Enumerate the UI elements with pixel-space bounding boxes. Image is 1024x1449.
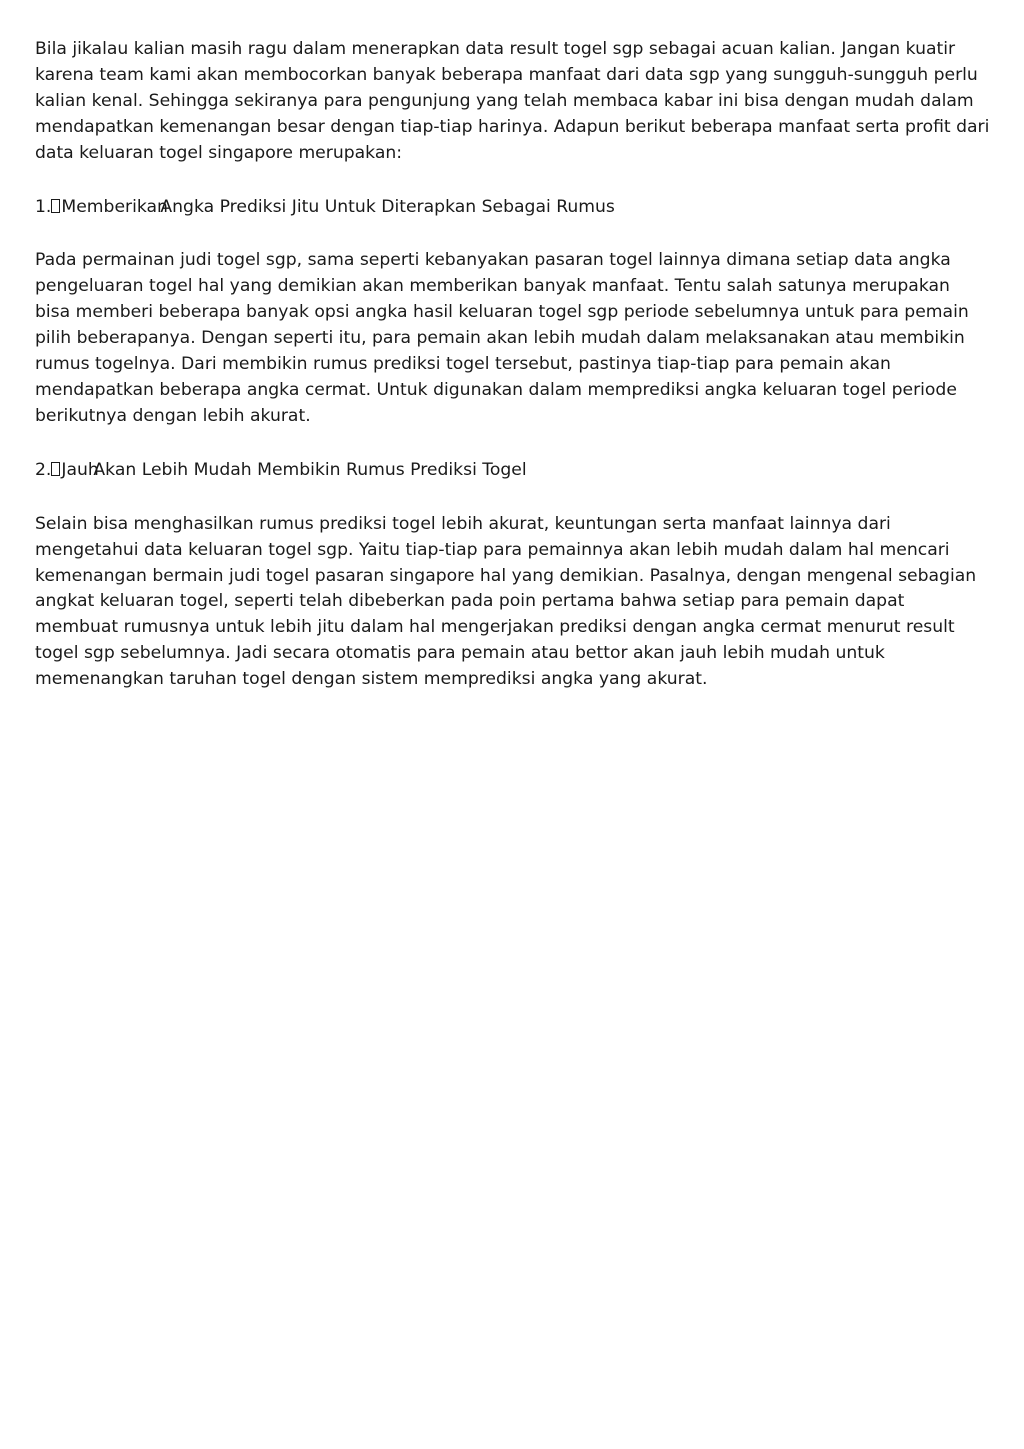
- section-1-title-rest: Angka Prediksi Jitu Untuk Diterapkan Sebagai Rumus: [160, 196, 615, 217]
- section-2-number: 2.: [35, 459, 52, 480]
- document-page: [35, 37, 990, 721]
- section-2-heading: [35, 458, 990, 484]
- section-1-heading: [35, 195, 990, 221]
- missing-glyph-icon: [51, 462, 60, 476]
- intro-paragraph: Bila jikalau kalian masih ragu dalam menerapkan data result togel sgp sebagai acuan kalian. Jangan kuatir karena team kami akan membocorkan banyak beberapa manfaat dari data sgp yang sungguh-sungguh perlu kalian kenal. Sehingga sekiranya para pengunjung yang telah membaca kabar ini bisa dengan mudah dalam mendapatkan kemenangan besar dengan tiap-tiap harinya. Adapun berikut beberapa manfaat serta profit dari data keluaran togel singapore merupakan:: [35, 39, 990, 163]
- missing-glyph-icon: [51, 199, 60, 213]
- section-1-number: 1.: [35, 196, 52, 217]
- section-2-first-word: Jauh: [61, 459, 99, 480]
- section-2-body: Selain bisa menghasilkan rumus prediksi togel lebih akurat, keuntungan serta manfaat lainnya dari mengetahui data keluaran togel sgp. Yaitu tiap-tiap para pemainnya akan lebih mudah dalam hal mencari kemenangan bermain judi togel pasaran singapore hal yang demikian. Pasalnya, dengan mengenal sebagian angkat keluaran togel, seperti telah dibeberkan pada poin pertama bahwa setiap para pemain dapat membuat rumusnya untuk lebih jitu dalam hal mengerjakan prediksi dengan angka cermat menurut result togel sgp sebelumnya. Jadi secara otomatis para pemain atau bettor akan jauh lebih mudah untuk memenangkan taruhan togel dengan sistem memprediksi angka yang akurat.: [35, 513, 977, 690]
- section-1-body: Pada permainan judi togel sgp, sama seperti kebanyakan pasaran togel lainnya dimana setiap data angka pengeluaran togel hal yang demikian akan memberikan banyak manfaat. Tentu salah satunya merupakan bisa memberi beberapa banyak opsi angka hasil keluaran togel sgp periode sebelumnya untuk para pemain pilih beberapanya. Dengan seperti itu, para pemain akan lebih mudah dalam melaksanakan atau membikin rumus togelnya. Dari membikin rumus prediksi togel tersebut, pastinya tiap-tiap para pemain akan mendapatkan beberapa angka cermat. Untuk digunakan dalam memprediksi angka keluaran togel periode berikutnya dengan lebih akurat.: [35, 250, 969, 426]
- section-2-title-rest: Akan Lebih Mudah Membikin Rumus Prediksi Togel: [93, 459, 527, 480]
- section-1-first-word: Memberikan: [61, 196, 168, 217]
